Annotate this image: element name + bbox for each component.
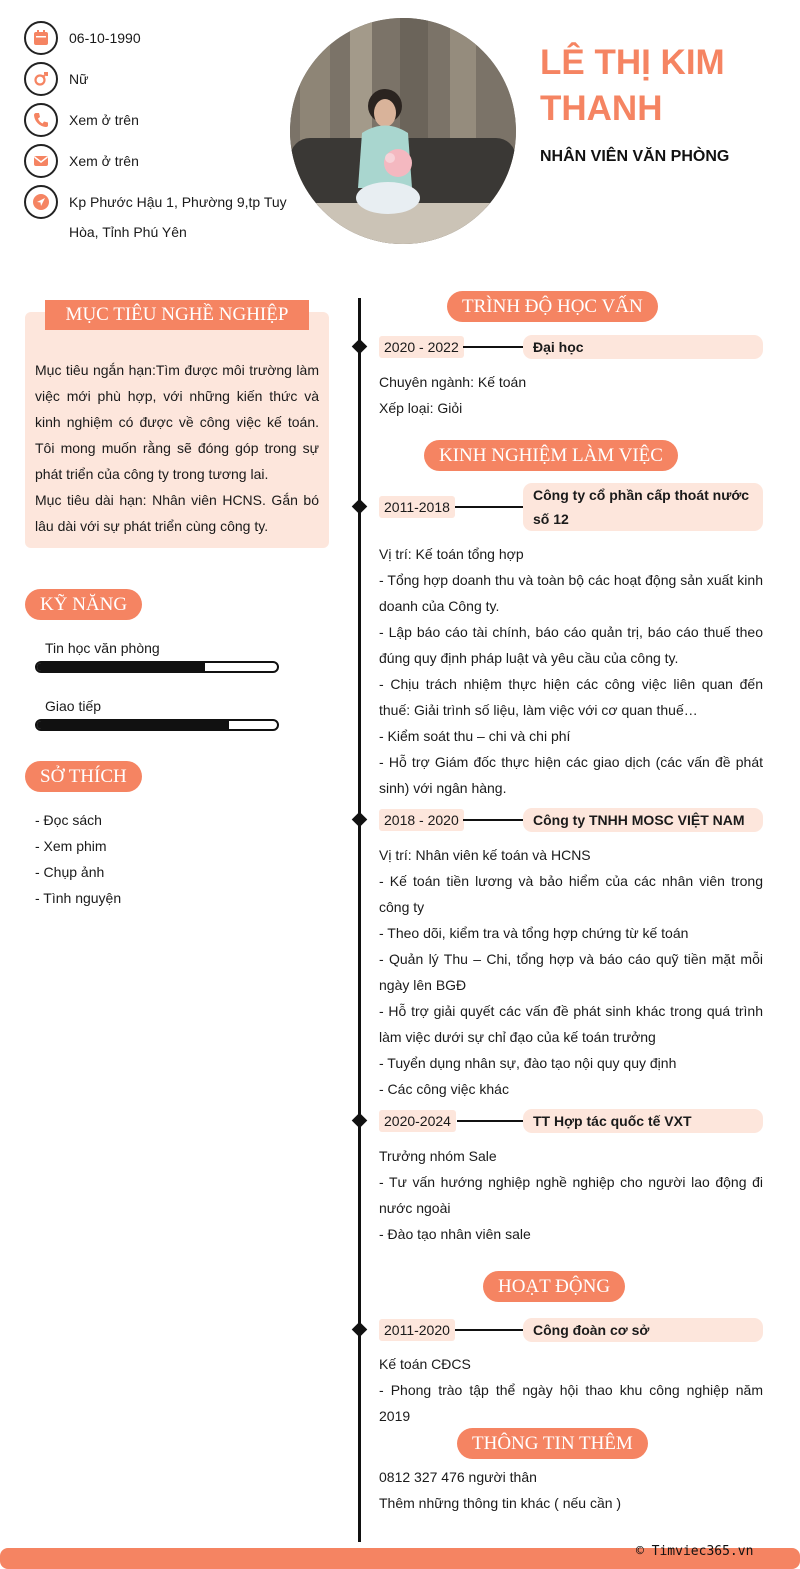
connector-line: [457, 1120, 523, 1122]
job-period: 2011-2018: [379, 496, 455, 518]
contact-dob: [24, 21, 141, 55]
objective-heading: MỤC TIÊU NGHỀ NGHIỆP: [45, 300, 309, 330]
timeline-marker: [352, 339, 368, 355]
contact-address: [24, 185, 287, 247]
skill-bar-fill: [37, 721, 229, 729]
job-details: [379, 541, 763, 801]
activity-org: Công đoàn cơ sở: [523, 1318, 763, 1342]
job-line: - Chịu trách nhiệm thực hiện các công việc liên quan đến thuế: Giải trình số liệu, làm việc với cơ quan thuế…: [379, 676, 763, 718]
job-line: - Các công việc khác: [379, 1081, 509, 1097]
job-line: - Quản lý Thu – Chi, tổng hợp và báo cáo quỹ tiền mặt mỗi ngày lên BGĐ: [379, 951, 763, 993]
activity-line: - Phong trào tập thể ngày hội thao khu công nghiệp năm 2019: [379, 1382, 763, 1424]
job-line: - Theo dõi, kiểm tra và tổng hợp chứng từ kế toán: [379, 925, 689, 941]
objective-long-term: Mục tiêu dài hạn: Nhân viên HCNS. Gắn bó lâu dài với sự phát triển cùng công ty.: [35, 492, 319, 534]
avatar: [290, 18, 516, 244]
contact-email: [24, 144, 139, 178]
additional-line: Thêm những thông tin khác ( nếu cần ): [379, 1495, 622, 1511]
activities-heading: HOẠT ĐỘNG: [483, 1271, 625, 1302]
objective-short-term: Mục tiêu ngắn hạn:Tìm được môi trường làm việc mới phù hợp, với những kiến thức và kinh nghiệm có được về công việc kế toán. Tôi mong muốn rằng sẽ đóng góp trong sự phát triển của công ty trong tương lai.: [35, 362, 319, 482]
address-line-1: Kp Phước Hậu 1, Phường 9,tp Tuy: [69, 194, 287, 210]
job-company: Công ty cổ phần cấp thoát nước số 12: [523, 483, 763, 531]
connector-line: [455, 1329, 523, 1331]
job-line: - Đào tạo nhân viên sale: [379, 1226, 531, 1242]
skill-bar: [35, 661, 279, 673]
connector-line: [463, 346, 523, 348]
phone-icon: [24, 103, 58, 137]
job-line: - Hỗ trợ Giám đốc thực hiện các giao dịch (các vấn đề phát sinh) với ngân hàng.: [379, 754, 763, 796]
activity-line: Kế toán CĐCS: [379, 1356, 471, 1372]
contact-gender: [24, 62, 88, 96]
connector-line: [463, 819, 523, 821]
education-school: Đại học: [523, 335, 763, 359]
address-line-2: Hòa, Tỉnh Phú Yên: [69, 224, 187, 240]
job-line: - Kế toán tiền lương và bảo hiểm của các nhân viên trong công ty: [379, 873, 763, 915]
job-line: - Tuyển dụng nhân sự, đào tạo nội quy quy định: [379, 1055, 677, 1071]
email-icon: [24, 144, 58, 178]
hobbies-heading: SỞ THÍCH: [25, 761, 142, 792]
skills-heading: KỸ NĂNG: [25, 589, 142, 620]
skill-bar: [35, 719, 279, 731]
education-period: 2020 - 2022: [379, 336, 464, 358]
candidate-role: NHÂN VIÊN VĂN PHÒNG: [540, 148, 730, 165]
hobby-item: - Đọc sách: [35, 812, 102, 828]
activity-period: 2011-2020: [379, 1319, 455, 1341]
timeline-marker: [352, 812, 368, 828]
connector-line: [455, 506, 523, 508]
job-period: 2018 - 2020: [379, 809, 464, 831]
education-details: [379, 369, 763, 421]
additional-heading: THÔNG TIN THÊM: [457, 1428, 648, 1459]
gender-icon: [24, 62, 58, 96]
contact-phone: [24, 103, 139, 137]
timeline-marker: [352, 1113, 368, 1129]
job-line: - Hỗ trợ giải quyết các vấn đề phát sinh khác trong quá trình làm việc dưới sự chỉ đạo của kế toán trưởng: [379, 1003, 763, 1045]
job-line: - Lập báo cáo tài chính, báo cáo quản trị, báo cáo thuế theo đúng quy định pháp luật và yêu cầu của công ty.: [379, 624, 763, 666]
job-line: - Kiểm soát thu – chi và chi phí: [379, 728, 571, 744]
job-company: TT Hợp tác quốc tế VXT: [523, 1109, 763, 1133]
education-line: Chuyên ngành: Kế toán: [379, 374, 527, 390]
job-details: [379, 1143, 763, 1247]
education-line: Xếp loại: Giỏi: [379, 400, 463, 416]
avatar-illustration: [290, 18, 516, 244]
candidate-name: LÊ THỊ KIM THANH: [540, 43, 725, 128]
calendar-icon: [24, 21, 58, 55]
skill-label: Giao tiếp: [45, 698, 102, 714]
job-company: Công ty TNHH MOSC VIỆT NAM: [523, 808, 763, 832]
dob-text: 06-10-1990: [69, 30, 141, 46]
address-text: [69, 185, 287, 247]
timeline-marker: [352, 499, 368, 515]
experience-heading: KINH NGHIỆM LÀM VIỆC: [424, 440, 678, 471]
additional-line: 0812 327 476 người thân: [379, 1469, 537, 1485]
job-line: Trưởng nhóm Sale: [379, 1148, 497, 1164]
location-icon: [24, 185, 58, 219]
job-line: - Tư vấn hướng nghiệp nghề nghiệp cho người lao động đi nước ngoài: [379, 1174, 763, 1216]
hobby-item: - Chụp ảnh: [35, 864, 105, 880]
activity-details: [379, 1351, 763, 1429]
timeline-marker: [352, 1322, 368, 1338]
gender-text: Nữ: [69, 71, 89, 87]
phone-text: Xem ở trên: [69, 112, 139, 128]
timeline-line: [358, 298, 361, 1542]
additional-details: [379, 1464, 763, 1516]
footer-credit: © Timviec365.vn: [636, 1544, 754, 1559]
education-heading: TRÌNH ĐỘ HỌC VẤN: [447, 291, 658, 322]
skill-bar-fill: [37, 663, 205, 671]
email-text: Xem ở trên: [69, 153, 139, 169]
job-line: Vị trí: Nhân viên kế toán và HCNS: [379, 847, 591, 863]
job-period: 2020-2024: [379, 1110, 456, 1132]
job-line: Vị trí: Kế toán tổng hợp: [379, 546, 524, 562]
hobby-item: - Xem phim: [35, 838, 107, 854]
objective-text: [35, 357, 319, 539]
skill-label: Tin học văn phòng: [45, 640, 160, 656]
job-details: [379, 842, 763, 1102]
hobby-item: - Tình nguyện: [35, 890, 122, 906]
job-line: - Tổng hợp doanh thu và toàn bộ các hoạt động sản xuất kinh doanh của Công ty.: [379, 572, 763, 614]
